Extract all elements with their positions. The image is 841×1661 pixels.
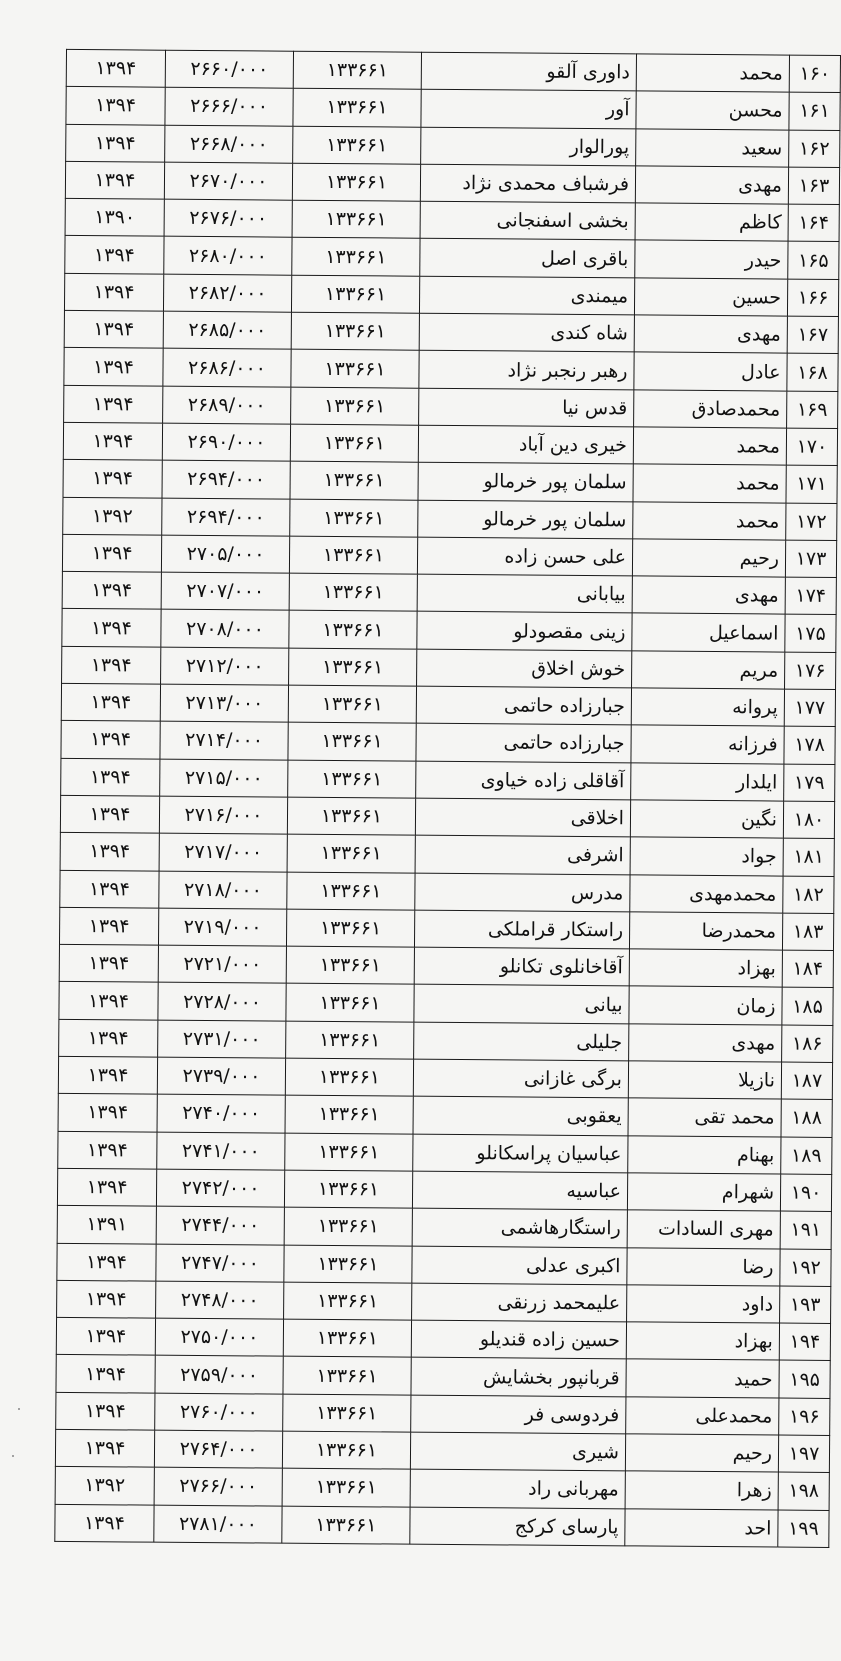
first-name-cell: عادل: [634, 352, 787, 390]
table-row: [59, 1019, 833, 1062]
code-cell: ۱۳۳۶۶۱: [285, 1133, 413, 1171]
row-number-cell: ۱۷۵: [785, 615, 836, 653]
row-number-cell: ۱۹۶: [779, 1398, 830, 1436]
row-number-cell: ۱۶۲: [789, 130, 840, 168]
code-cell: ۱۳۳۶۶۱: [292, 238, 420, 276]
last-name-cell: مدرس: [415, 873, 630, 912]
year-cell: ۱۳۹۴: [65, 236, 164, 274]
year-cell: ۱۳۹۴: [57, 1243, 156, 1281]
number-cell: ۲۶۸۲/۰۰۰: [163, 274, 291, 312]
last-name-cell: راستگارهاشمی: [412, 1208, 627, 1247]
table-row: [64, 348, 838, 391]
row-number-cell: ۱۸۵: [782, 987, 833, 1025]
code-cell: ۱۳۳۶۶۱: [286, 984, 414, 1022]
year-cell: ۱۳۹۴: [66, 87, 165, 125]
row-number-cell: ۱۷۳: [785, 540, 836, 578]
year-cell: ۱۳۹۴: [61, 721, 160, 759]
code-cell: ۱۳۳۶۶۱: [287, 797, 415, 835]
table-row: [61, 721, 835, 764]
code-cell: ۱۳۳۶۶۱: [291, 350, 419, 388]
code-cell: ۱۳۳۶۶۱: [285, 1095, 413, 1133]
row-number-cell: ۱۶۷: [787, 316, 838, 354]
row-number-cell: ۱۶۴: [788, 204, 839, 242]
row-number-cell: ۱۹۰: [780, 1174, 831, 1212]
first-name-cell: شهرام: [627, 1173, 780, 1211]
number-cell: ۲۶۹۴/۰۰۰: [162, 498, 290, 536]
year-cell: ۱۳۹۴: [62, 646, 161, 684]
first-name-cell: محمد تقی: [628, 1098, 781, 1136]
year-cell: ۱۳۹۴: [57, 1280, 156, 1318]
table-row: [66, 49, 840, 92]
last-name-cell: زینی مقصودلو: [417, 612, 632, 651]
last-name-cell: فرشباف محمدی نژاد: [420, 164, 635, 203]
number-cell: ۲۶۶۸/۰۰۰: [165, 125, 293, 163]
table-row: [60, 870, 834, 913]
table-row: [62, 534, 836, 577]
last-name-cell: قدس نیا: [419, 388, 634, 427]
number-cell: ۲۷۵۰/۰۰۰: [155, 1318, 283, 1356]
first-name-cell: مهدی: [634, 315, 787, 353]
code-cell: ۱۳۳۶۶۱: [287, 834, 415, 872]
row-number-cell: ۱۹۸: [778, 1472, 829, 1510]
first-name-cell: محمد: [633, 427, 786, 465]
row-number-cell: ۱۷۴: [785, 577, 836, 615]
scan-speck: [12, 1455, 14, 1457]
first-name-cell: کاظم: [635, 203, 788, 241]
row-number-cell: ۱۶۵: [788, 242, 839, 280]
year-cell: ۱۳۹۴: [66, 124, 165, 162]
code-cell: ۱۳۳۶۶۱: [284, 1282, 412, 1320]
number-cell: ۲۷۶۶/۰۰۰: [154, 1467, 282, 1505]
code-cell: ۱۳۳۶۶۱: [282, 1506, 410, 1544]
table-row: [59, 982, 833, 1025]
table-row: [56, 1355, 830, 1398]
code-cell: ۱۳۳۶۶۱: [288, 685, 416, 723]
row-number-cell: ۱۸۱: [783, 838, 834, 876]
year-cell: ۱۳۹۴: [55, 1429, 154, 1467]
number-cell: ۲۷۴۱/۰۰۰: [157, 1132, 285, 1170]
number-cell: ۲۷۴۲/۰۰۰: [156, 1169, 284, 1207]
first-name-cell: فرزانه: [631, 725, 784, 763]
number-cell: ۲۷۳۹/۰۰۰: [157, 1057, 285, 1095]
row-number-cell: ۱۶۹: [787, 391, 838, 429]
code-cell: ۱۳۳۶۶۱: [293, 51, 421, 89]
last-name-cell: آور: [421, 90, 636, 129]
table-row: [65, 199, 839, 242]
code-cell: ۱۳۳۶۶۱: [292, 200, 420, 238]
year-cell: ۱۳۹۲: [55, 1467, 154, 1505]
row-number-cell: ۱۹۱: [780, 1211, 831, 1249]
first-name-cell: بهزاد: [629, 949, 782, 987]
last-name-cell: اخلاقی: [415, 798, 630, 837]
last-name-cell: برگی غازانی: [413, 1059, 628, 1098]
first-name-cell: پروانه: [631, 688, 784, 726]
row-number-cell: ۱۸۴: [782, 950, 833, 988]
number-cell: ۲۷۰۷/۰۰۰: [161, 572, 289, 610]
code-cell: ۱۳۳۶۶۱: [285, 1058, 413, 1096]
first-name-cell: رضا: [627, 1247, 780, 1285]
roster-table-body: [55, 49, 841, 1547]
last-name-cell: قربانپور بخشایش: [411, 1358, 626, 1397]
row-number-cell: ۱۸۶: [782, 1025, 833, 1063]
number-cell: ۲۶۸۶/۰۰۰: [163, 349, 291, 387]
table-row: [55, 1429, 829, 1472]
last-name-cell: بیانی: [414, 985, 629, 1024]
year-cell: ۱۳۹۴: [63, 460, 162, 498]
number-cell: ۲۷۱۹/۰۰۰: [158, 908, 286, 946]
code-cell: ۱۳۳۶۶۱: [290, 424, 418, 462]
row-number-cell: ۱۸۷: [781, 1062, 832, 1100]
first-name-cell: داود: [627, 1285, 780, 1323]
year-cell: ۱۳۹۴: [59, 907, 158, 945]
first-name-cell: محمدمهدی: [630, 874, 783, 912]
row-number-cell: ۱۹۲: [780, 1249, 831, 1287]
first-name-cell: رحیم: [632, 539, 785, 577]
last-name-cell: عباسیان پراسکانلو: [413, 1134, 628, 1173]
table-row: [62, 609, 836, 652]
last-name-cell: شاه کندی: [419, 313, 634, 352]
year-cell: ۱۳۹۴: [66, 49, 165, 87]
number-cell: ۲۶۸۵/۰۰۰: [163, 311, 291, 349]
code-cell: ۱۳۳۶۶۱: [282, 1431, 410, 1469]
year-cell: ۱۳۹۴: [55, 1504, 154, 1542]
table-row: [65, 236, 839, 279]
year-cell: ۱۳۹۴: [61, 683, 160, 721]
row-number-cell: ۱۸۲: [783, 876, 834, 914]
code-cell: ۱۳۳۶۶۱: [286, 946, 414, 984]
row-number-cell: ۱۸۳: [782, 913, 833, 951]
year-cell: ۱۳۹۴: [62, 572, 161, 610]
table-row: [66, 124, 840, 167]
first-name-cell: احد: [625, 1508, 778, 1546]
last-name-cell: خوش اخلاق: [417, 649, 632, 688]
year-cell: ۱۳۹۴: [57, 1168, 156, 1206]
last-name-cell: علی حسن زاده: [417, 537, 632, 576]
row-number-cell: ۱۷۹: [784, 764, 835, 802]
number-cell: ۲۶۷۰/۰۰۰: [164, 162, 292, 200]
table-row: [56, 1392, 830, 1435]
number-cell: ۲۷۸۱/۰۰۰: [154, 1505, 282, 1543]
year-cell: ۱۳۹۲: [63, 497, 162, 535]
last-name-cell: بیابانی: [417, 574, 632, 613]
first-name-cell: محمدصادق: [634, 390, 787, 428]
year-cell: ۱۳۹۴: [56, 1355, 155, 1393]
last-name-cell: عباسیه: [412, 1171, 627, 1210]
code-cell: ۱۳۳۶۶۱: [283, 1357, 411, 1395]
first-name-cell: ایلدار: [631, 763, 784, 801]
code-cell: ۱۳۳۶۶۱: [291, 275, 419, 313]
row-number-cell: ۱۷۱: [786, 465, 837, 503]
number-cell: ۲۷۰۵/۰۰۰: [161, 535, 289, 573]
row-number-cell: ۱۶۸: [787, 353, 838, 391]
first-name-cell: بهنام: [628, 1135, 781, 1173]
table-row: [59, 907, 833, 950]
number-cell: ۲۷۱۳/۰۰۰: [160, 684, 288, 722]
first-name-cell: حمید: [626, 1359, 779, 1397]
year-cell: ۱۳۹۴: [64, 348, 163, 386]
year-cell: ۱۳۹۴: [59, 982, 158, 1020]
number-cell: ۲۷۴۸/۰۰۰: [156, 1281, 284, 1319]
row-number-cell: ۱۹۴: [779, 1323, 830, 1361]
last-name-cell: مهربانی راد: [410, 1469, 625, 1508]
row-number-cell: ۱۹۹: [778, 1510, 829, 1548]
code-cell: ۱۳۳۶۶۱: [291, 387, 419, 425]
row-number-cell: ۱۷۸: [784, 726, 835, 764]
number-cell: ۲۷۰۸/۰۰۰: [161, 610, 289, 648]
row-number-cell: ۱۶۶: [787, 279, 838, 317]
last-name-cell: علیمحمد زرنقی: [412, 1283, 627, 1322]
row-number-cell: ۱۹۳: [780, 1286, 831, 1324]
code-cell: ۱۳۳۶۶۱: [288, 760, 416, 798]
year-cell: ۱۳۹۴: [60, 795, 159, 833]
row-number-cell: ۱۹۵: [779, 1360, 830, 1398]
number-cell: ۲۷۵۹/۰۰۰: [155, 1356, 283, 1394]
number-cell: ۲۷۳۱/۰۰۰: [158, 1020, 286, 1058]
first-name-cell: محمد: [636, 54, 789, 92]
year-cell: ۱۳۹۴: [56, 1392, 155, 1430]
table-row: [57, 1168, 831, 1211]
number-cell: ۲۷۲۸/۰۰۰: [158, 983, 286, 1021]
table-row: [61, 683, 835, 726]
first-name-cell: نگین: [630, 800, 783, 838]
last-name-cell: خیری دین آباد: [418, 425, 633, 464]
code-cell: ۱۳۳۶۶۱: [289, 536, 417, 574]
table-row: [60, 833, 834, 876]
last-name-cell: آقاقلی زاده خیاوی: [416, 761, 631, 800]
table-row: [65, 161, 839, 204]
number-cell: ۲۷۴۴/۰۰۰: [156, 1206, 284, 1244]
roster-table: [54, 49, 841, 1548]
number-cell: ۲۷۶۴/۰۰۰: [154, 1430, 282, 1468]
last-name-cell: پارسای کرکج: [410, 1507, 625, 1546]
row-number-cell: ۱۷۰: [786, 428, 837, 466]
last-name-cell: باقری اصل: [420, 239, 635, 278]
last-name-cell: فردوسی فر: [411, 1395, 626, 1434]
year-cell: ۱۳۹۰: [65, 199, 164, 237]
code-cell: ۱۳۳۶۶۱: [291, 312, 419, 350]
table-row: [58, 1094, 832, 1137]
first-name-cell: مریم: [632, 651, 785, 689]
number-cell: ۲۶۹۴/۰۰۰: [162, 460, 290, 498]
year-cell: ۱۳۹۴: [60, 833, 159, 871]
number-cell: ۲۶۶۰/۰۰۰: [165, 50, 293, 88]
table-row: [59, 945, 833, 988]
code-cell: ۱۳۳۶۶۱: [289, 648, 417, 686]
code-cell: ۱۳۳۶۶۱: [293, 126, 421, 164]
first-name-cell: حسین: [634, 278, 787, 316]
table-row: [66, 87, 840, 130]
first-name-cell: محمد: [633, 464, 786, 502]
table-row: [60, 795, 834, 838]
first-name-cell: حیدر: [635, 240, 788, 278]
table-row: [62, 572, 836, 615]
code-cell: ۱۳۳۶۶۱: [292, 163, 420, 201]
last-name-cell: شیری: [410, 1432, 625, 1471]
year-cell: ۱۳۹۴: [58, 1056, 157, 1094]
year-cell: ۱۳۹۴: [64, 310, 163, 348]
last-name-cell: جلیلی: [414, 1022, 629, 1061]
last-name-cell: میمندی: [419, 276, 634, 315]
code-cell: ۱۳۳۶۶۱: [289, 573, 417, 611]
table-row: [63, 497, 837, 540]
code-cell: ۱۳۳۶۶۱: [293, 88, 421, 126]
first-name-cell: محمد: [633, 501, 786, 539]
last-name-cell: داوری آلقو: [421, 52, 636, 91]
first-name-cell: رحیم: [625, 1434, 778, 1472]
first-name-cell: محسن: [636, 91, 789, 129]
table-row: [57, 1243, 831, 1286]
number-cell: ۲۷۱۷/۰۰۰: [159, 833, 287, 871]
last-name-cell: پورالوار: [421, 127, 636, 166]
last-name-cell: آقاخانلوی تکانلو: [414, 947, 629, 986]
table-row: [63, 422, 837, 465]
year-cell: ۱۳۹۱: [57, 1206, 156, 1244]
year-cell: ۱۳۹۴: [58, 1131, 157, 1169]
first-name-cell: مهری السادات: [627, 1210, 780, 1248]
code-cell: ۱۳۳۶۶۱: [282, 1468, 410, 1506]
table-row: [64, 273, 838, 316]
year-cell: ۱۳۹۴: [58, 1094, 157, 1132]
last-name-cell: جبارزاده حاتمی: [416, 686, 631, 725]
first-name-cell: سعید: [636, 128, 789, 166]
first-name-cell: زهرا: [625, 1471, 778, 1509]
number-cell: ۲۷۴۰/۰۰۰: [157, 1094, 285, 1132]
year-cell: ۱۳۹۴: [63, 422, 162, 460]
number-cell: ۲۷۱۲/۰۰۰: [161, 647, 289, 685]
table-row: [61, 758, 835, 801]
last-name-cell: بخشی اسفنجانی: [420, 201, 635, 240]
code-cell: ۱۳۳۶۶۱: [283, 1394, 411, 1432]
first-name-cell: مهدی: [632, 576, 785, 614]
row-number-cell: ۱۸۸: [781, 1099, 832, 1137]
number-cell: ۲۶۸۹/۰۰۰: [163, 386, 291, 424]
number-cell: ۲۶۷۶/۰۰۰: [164, 199, 292, 237]
number-cell: ۲۷۱۵/۰۰۰: [160, 759, 288, 797]
number-cell: ۲۷۱۶/۰۰۰: [159, 796, 287, 834]
table-row: [64, 385, 838, 428]
number-cell: ۲۷۱۸/۰۰۰: [159, 871, 287, 909]
table-row: [57, 1206, 831, 1249]
code-cell: ۱۳۳۶۶۱: [288, 723, 416, 761]
code-cell: ۱۳۳۶۶۱: [283, 1319, 411, 1357]
number-cell: ۲۷۴۷/۰۰۰: [156, 1244, 284, 1282]
year-cell: ۱۳۹۴: [64, 273, 163, 311]
scan-speck: [18, 1408, 20, 1410]
code-cell: ۱۳۳۶۶۱: [287, 872, 415, 910]
row-number-cell: ۱۷۲: [786, 503, 837, 541]
last-name-cell: رهبر رنجبر نژاد: [419, 351, 634, 390]
code-cell: ۱۳۳۶۶۱: [286, 909, 414, 947]
last-name-cell: اکبری عدلی: [412, 1246, 627, 1285]
code-cell: ۱۳۳۶۶۱: [284, 1170, 412, 1208]
first-name-cell: محمدعلی: [626, 1397, 779, 1435]
table-row: [58, 1131, 832, 1174]
row-number-cell: ۱۶۰: [789, 55, 840, 93]
table-row: [62, 646, 836, 689]
table-row: [55, 1467, 829, 1510]
year-cell: ۱۳۹۴: [59, 945, 158, 983]
row-number-cell: ۱۶۳: [788, 167, 839, 205]
code-cell: ۱۳۳۶۶۱: [284, 1245, 412, 1283]
first-name-cell: مهدی: [635, 166, 788, 204]
table-row: [55, 1504, 829, 1547]
last-name-cell: یعقوبی: [413, 1096, 628, 1135]
first-name-cell: اسماعیل: [632, 613, 785, 651]
number-cell: ۲۷۱۴/۰۰۰: [160, 722, 288, 760]
first-name-cell: نازیلا: [628, 1061, 781, 1099]
row-number-cell: ۱۸۹: [781, 1137, 832, 1175]
number-cell: ۲۶۹۰/۰۰۰: [162, 423, 290, 461]
last-name-cell: اشرفی: [415, 835, 630, 874]
code-cell: ۱۳۳۶۶۱: [290, 499, 418, 537]
code-cell: ۱۳۳۶۶۱: [284, 1207, 412, 1245]
year-cell: ۱۳۹۴: [64, 385, 163, 423]
table-row: [57, 1280, 831, 1323]
number-cell: ۲۶۶۶/۰۰۰: [165, 87, 293, 125]
year-cell: ۱۳۹۴: [62, 534, 161, 572]
code-cell: ۱۳۳۶۶۱: [289, 611, 417, 649]
row-number-cell: ۱۷۷: [784, 689, 835, 727]
first-name-cell: محمدرضا: [629, 912, 782, 950]
last-name-cell: سلمان پور خرمالو: [418, 500, 633, 539]
number-cell: ۲۶۸۰/۰۰۰: [164, 237, 292, 275]
last-name-cell: جبارزاده حاتمی: [416, 724, 631, 763]
table-row: [58, 1056, 832, 1099]
code-cell: ۱۳۳۶۶۱: [286, 1021, 414, 1059]
table-row: [56, 1317, 830, 1360]
last-name-cell: راستکار قراملکی: [414, 910, 629, 949]
table-row: [63, 460, 837, 503]
year-cell: ۱۳۹۴: [56, 1317, 155, 1355]
row-number-cell: ۱۶۱: [789, 92, 840, 130]
year-cell: ۱۳۹۴: [60, 870, 159, 908]
row-number-cell: ۱۹۷: [778, 1435, 829, 1473]
first-name-cell: مهدی: [629, 1024, 782, 1062]
year-cell: ۱۳۹۴: [65, 161, 164, 199]
first-name-cell: بهزاد: [626, 1322, 779, 1360]
last-name-cell: سلمان پور خرمالو: [418, 462, 633, 501]
last-name-cell: حسین زاده قندیلو: [411, 1320, 626, 1359]
code-cell: ۱۳۳۶۶۱: [290, 461, 418, 499]
first-name-cell: جواد: [630, 837, 783, 875]
table-row: [64, 310, 838, 353]
number-cell: ۲۷۶۰/۰۰۰: [155, 1393, 283, 1431]
row-number-cell: ۱۸۰: [783, 801, 834, 839]
year-cell: ۱۳۹۴: [61, 758, 160, 796]
year-cell: ۱۳۹۴: [62, 609, 161, 647]
row-number-cell: ۱۷۶: [785, 652, 836, 690]
number-cell: ۲۷۲۱/۰۰۰: [158, 945, 286, 983]
first-name-cell: زمان: [629, 986, 782, 1024]
year-cell: ۱۳۹۴: [59, 1019, 158, 1057]
